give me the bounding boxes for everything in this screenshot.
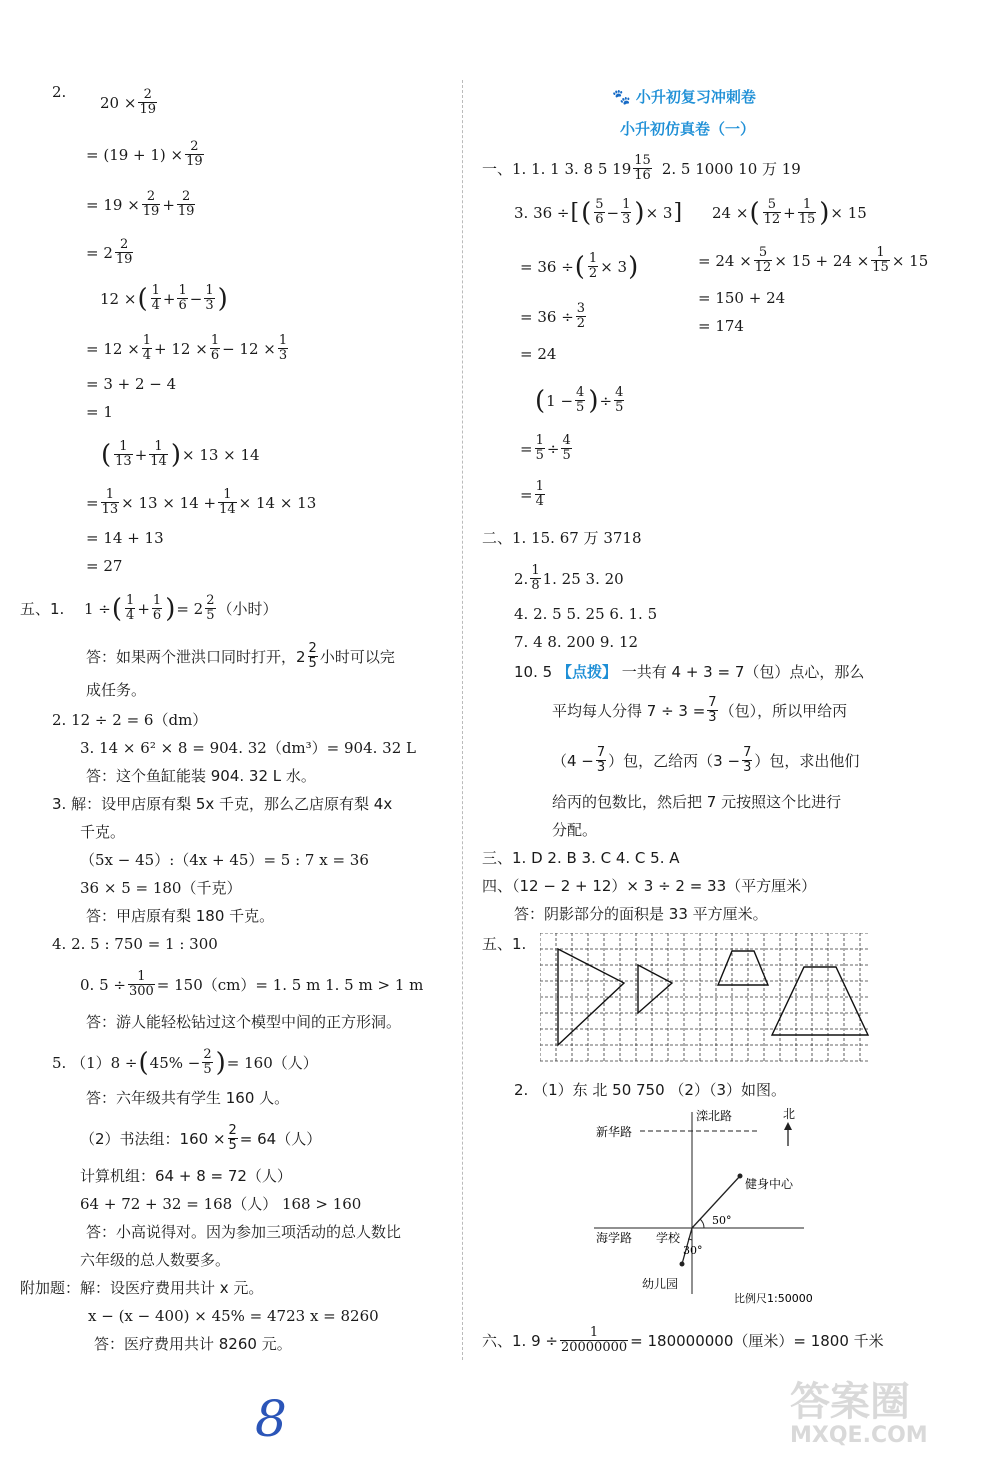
solution-line: 2. （1）东 北 50 750 （2）（3）如图。 [514, 1081, 787, 1099]
solution-line: 10. 5 【点拨】 一共有 4 + 3 = 7（包）点心，那么 [514, 663, 865, 681]
expression-line: = 36 ÷ $\frac{3}{2}$ [520, 301, 586, 331]
expression-line: = $\frac{1}{5}$ ÷ $\frac{4}{5}$ [520, 433, 571, 463]
answer-line: 答：游人能轻松钻过这个模型中间的正方形洞。 [86, 1013, 402, 1031]
watermark: 答案圈 MXQE.COM [790, 1379, 928, 1448]
solution-line: 36 × 5 = 180（千克） [80, 879, 242, 897]
solution-line: 2. 1 8 1. 25 3. 20 [514, 563, 624, 593]
solution-line: 4. 2. 5 : 750 = 1 : 300 [52, 935, 218, 953]
expression-line: = 150 + 24 [698, 289, 786, 307]
section-three: 三、1. D 2. B 3. C 4. C 5. A [482, 849, 680, 867]
section-title: 小升初仿真卷（一） [620, 120, 756, 138]
expression-line: 24 × ( 5 12 + $\frac{1}{15}$ ) × 15 [712, 197, 867, 228]
expression-line: = 174 [698, 317, 744, 335]
expression-line: = 1 [86, 403, 113, 421]
place-label: 幼儿园 [642, 1277, 679, 1291]
solution-line: 一、1. 1. 1 3. 8 5 19 15 16 2. 5 1000 10 万 19 [482, 153, 801, 183]
solution-line: 3. 14 × 6² × 8 = 904. 32（dm³）= 904. 32 L [80, 739, 416, 757]
solution-line: （5x − 45）:（4x + 45）= 5 : 7 x = 36 [80, 851, 369, 869]
answer-line: 答：甲店原有梨 180 千克。 [86, 907, 275, 925]
expression-line: 3. 36 ÷ [ ( 5 6 − $\frac{1}{3}$ ) × 3 ] [514, 197, 683, 228]
answer-line: 答：六年级共有学生 160 人。 [86, 1089, 290, 1107]
answer-line: 答：阴影部分的面积是 33 平方厘米。 [514, 905, 768, 923]
expression-line: = (19 + 1) × $\frac{2}{19}$ [86, 139, 203, 169]
paw-icon: 🐾 [612, 88, 631, 106]
triangle-small [638, 965, 672, 1013]
trapezoid-large [772, 967, 868, 1035]
expression-line: = 36 ÷ ( $\frac{1}{2}$ × 3 ) [520, 251, 639, 282]
place-label: 学校 [656, 1231, 681, 1245]
trapezoid-small [718, 951, 768, 985]
solution-line: 0. 5 ÷ $\frac{1}{300}$ = 150（cm）= 1. 5 m 1. 5 m > 1 m [80, 969, 424, 999]
expression-line: = 24 × $\frac{5}{12}$ × 15 + 24 × $\frac{1}{15}$ × 15 [698, 245, 929, 275]
road-label: 新华路 [596, 1125, 633, 1139]
scale-label: 比例尺1:50000 [734, 1292, 813, 1305]
place-label: 健身中心 [745, 1177, 794, 1191]
solution-line: 分配。 [552, 821, 598, 839]
expression-line: ( 1 13 + $\frac{1}{14}$ ) × 13 × 14 [101, 439, 260, 470]
north-label: 北 [783, 1107, 796, 1121]
section-five-right: 五、1. [482, 935, 527, 953]
expression-line: = 19 × $\frac{2}{19}$ + $\frac{2}{19}$ [86, 189, 195, 219]
expr-text: 20 × [100, 93, 137, 112]
solution-line: （4 − $\frac{7}{3}$ ）包，乙给丙（3 − $\frac{7}{3}$ ）包，求出他们 [552, 745, 860, 775]
road-label: 滦北路 [696, 1109, 733, 1123]
solution-line: x − (x − 400) × 45% = 4723 x = 8260 [88, 1307, 379, 1325]
solution-line: 7. 4 8. 200 9. 12 [514, 633, 639, 651]
grid-drawing [540, 933, 870, 1065]
column-divider [462, 80, 463, 1360]
expression-line: = 12 × $\frac{1}{4}$ + 12 × $\frac{1}{6}$ − 12 × $\frac{1}{3}$ [86, 333, 288, 363]
answer-line: 成任务。 [86, 681, 147, 699]
expression-line: = $\frac{1}{4}$ [520, 479, 544, 509]
expression-line: = 14 + 13 [86, 529, 164, 547]
hint-label: 【点拨】 [556, 663, 617, 681]
handwritten-page-number: 8 [255, 1390, 287, 1448]
expression-line: = 3 + 2 − 4 [86, 375, 177, 393]
answer-line: 答：如果两个泄洪口同时打开，2 2 5 小时可以完 [86, 641, 395, 671]
section-five: 五、1. 1 ÷ ( 1 4 + $\frac{1}{6}$ ) = 2 2 5 （小时） [20, 593, 278, 624]
question-number: 2. [52, 83, 67, 101]
solution-line: 平均每人分得 7 ÷ 3 = $\frac{7}{3}$ （包），所以甲给丙 [552, 695, 848, 725]
expression-line: = 27 [86, 557, 123, 575]
section-six: 六、1. 9 ÷ $\frac{1}{20000000}$ = 180000000（厘米）= 1800 千米 [482, 1325, 884, 1355]
answer-line: 答：这个鱼缸能装 904. 32 L 水。 [86, 767, 316, 785]
solution-line: 计算机组：64 + 8 = 72（人） [80, 1167, 292, 1185]
page-title: 🐾 小升初复习冲刺卷 [612, 88, 756, 106]
expression-line [100, 88, 159, 117]
answer-line: 答：小高说得对。因为参加三项活动的总人数比 [86, 1223, 402, 1241]
solution-line: 4. 2. 5 5. 25 6. 1. 5 [514, 605, 658, 623]
expression-line: = 2 2 19 [86, 237, 133, 267]
angle-label: 30° [683, 1244, 703, 1257]
fraction: $\frac{2}{19}$ [139, 87, 156, 117]
solution-line: 2. 12 ÷ 2 = 6（dm） [52, 711, 208, 729]
expression-line: = $\frac{1}{13}$ × 13 × 14 + $\frac{1}{14}$ × 14 × 13 [86, 487, 317, 517]
solution-line: 千克。 [80, 823, 126, 841]
expression-line: = 24 [520, 345, 557, 363]
answer-line: 答：医疗费用共计 8260 元。 [94, 1335, 292, 1353]
bonus-question: 附加题：解：设医疗费用共计 x 元。 [20, 1279, 264, 1297]
map-diagram [588, 1104, 850, 1314]
section-two: 二、1. 15. 67 万 3718 [482, 529, 642, 547]
angle-label: 50° [712, 1214, 732, 1227]
answer-line: 六年级的总人数要多。 [80, 1251, 231, 1269]
solution-line: 64 + 72 + 32 = 168（人） 168 > 160 [80, 1195, 362, 1213]
solution-line: 3. 解：设甲店原有梨 5x 千克，那么乙店原有梨 4x [52, 795, 393, 813]
expression-line: 12 × ( 1 4 + $\frac{1}{6}$ − $\frac{1}{3}$ ) [100, 283, 228, 314]
section-four: 四、（12 − 2 + 12）× 3 ÷ 2 = 33（平方厘米） [482, 877, 817, 895]
expression-line: ( 1 − $\frac{4}{5}$ ) ÷ $\frac{4}{5}$ [535, 385, 624, 416]
solution-line: 5. （1）8 ÷ ( 45% − $\frac{2}{5}$ ) = 160（人） [52, 1047, 318, 1078]
road-label: 海学路 [596, 1231, 633, 1245]
solution-line: 给丙的包数比，然后把 7 元按照这个比进行 [552, 793, 842, 811]
solution-line: （2）书法组：160 × $\frac{2}{5}$ = 64（人） [80, 1123, 322, 1153]
